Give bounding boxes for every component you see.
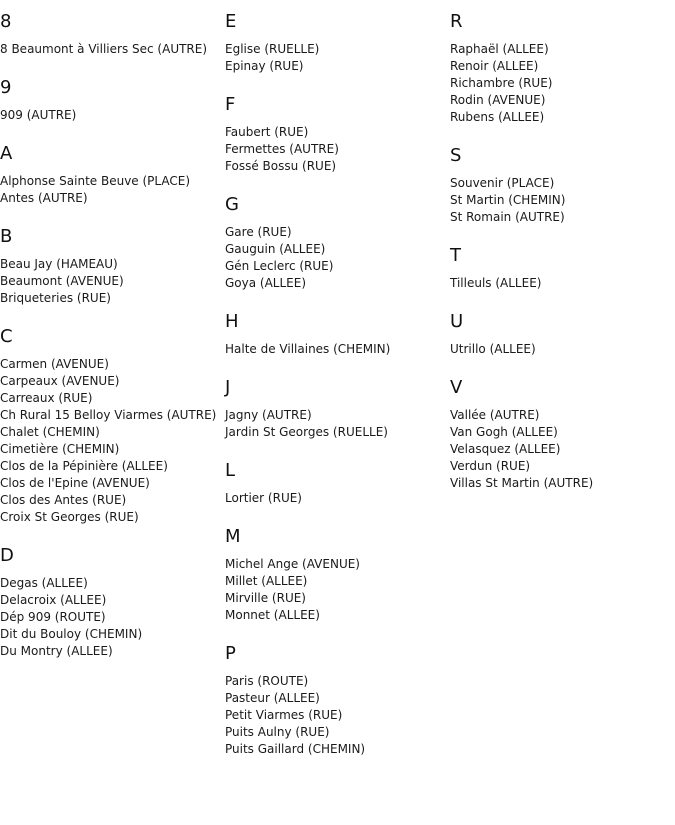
street-link[interactable]: Paris (ROUTE) [225,674,309,688]
street-list-item [0,458,225,475]
letter-heading: V [450,377,463,398]
letter-group [0,545,225,660]
street-list [225,41,450,75]
letter-group [225,11,450,75]
street-list [0,575,225,660]
street-list-item [0,592,225,609]
street-list-item [450,424,675,441]
street-list-item [225,141,450,158]
street-list-item [225,224,450,241]
street-list-item [0,356,225,373]
street-link[interactable]: Dit du Bouloy (CHEMIN) [0,627,143,641]
street-list-item [225,41,450,58]
street-link[interactable]: Verdun (RUE) [450,459,531,473]
street-link[interactable]: Gauguin (ALLEE) [225,242,326,256]
street-list [0,256,225,307]
street-link[interactable]: Velasquez (ALLEE) [450,442,561,456]
street-list-item [225,124,450,141]
street-link[interactable]: Renoir (ALLEE) [450,59,539,73]
street-list [0,356,225,526]
letter-heading: P [225,643,236,664]
letter-heading: R [450,11,463,32]
street-link[interactable]: Michel Ange (AVENUE) [225,557,360,571]
street-link[interactable]: Beau Jay (HAMEAU) [0,257,118,271]
letter-heading: U [450,311,464,332]
street-list-item [450,275,675,292]
street-list-item [450,341,675,358]
letter-heading: G [225,194,239,215]
street-link[interactable]: Rodin (AVENUE) [450,93,546,107]
street-link[interactable]: Briqueteries (RUE) [0,291,111,305]
street-list-item [225,407,450,424]
street-link[interactable]: Puits Gaillard (CHEMIN) [225,742,366,756]
street-list [0,41,225,58]
street-list-item [0,575,225,592]
letter-heading: E [225,11,237,32]
street-list-item [450,75,675,92]
street-list [225,224,450,292]
street-link[interactable]: St Romain (AUTRE) [450,210,565,224]
street-list-item [450,192,675,209]
street-link[interactable]: Raphaël (ALLEE) [450,42,549,56]
street-link[interactable]: Faubert (RUE) [225,125,309,139]
street-list-item [225,424,450,441]
letter-heading: S [450,145,462,166]
street-list-item [0,509,225,526]
street-link[interactable]: Pasteur (ALLEE) [225,691,320,705]
street-list-item [225,690,450,707]
street-index-column-1 [0,11,225,679]
letter-heading: 8 [0,11,12,32]
street-link[interactable]: Antes (AUTRE) [0,191,88,205]
street-link[interactable]: Mirville (RUE) [225,591,306,605]
street-list-item [450,175,675,192]
street-link[interactable]: Cimetière (CHEMIN) [0,442,120,456]
street-link[interactable]: Lortier (RUE) [225,491,302,505]
street-list-item [225,341,450,358]
street-list-item [450,458,675,475]
letter-group [225,526,450,624]
street-list-item [0,256,225,273]
street-list [225,556,450,624]
street-list-item [225,258,450,275]
letter-heading: D [0,545,14,566]
letter-heading: C [0,326,13,347]
street-link[interactable]: Chalet (CHEMIN) [0,425,100,439]
street-link[interactable]: Dép 909 (ROUTE) [0,610,106,624]
letter-group [225,311,450,358]
street-link[interactable]: Petit Viarmes (RUE) [225,708,343,722]
letter-heading: T [450,245,461,266]
street-link[interactable]: Du Montry (ALLEE) [0,644,113,658]
street-list-item [450,407,675,424]
letter-heading: B [0,226,13,247]
street-list-item [0,290,225,307]
street-link[interactable]: Epinay (RUE) [225,59,304,73]
letter-group [225,194,450,292]
street-link[interactable]: St Martin (CHEMIN) [450,193,566,207]
letter-group [225,377,450,441]
street-list-item [450,41,675,58]
street-link[interactable]: Ch Rural 15 Belloy Viarmes (AUTRE) [0,408,217,422]
street-list-item [0,107,225,124]
street-link[interactable]: Utrillo (ALLEE) [450,342,536,356]
street-list-item [225,158,450,175]
letter-group [450,377,675,492]
street-link[interactable]: Croix St Georges (RUE) [0,510,139,524]
street-link[interactable]: Fossé Bossu (RUE) [225,159,337,173]
street-link[interactable]: Vallée (AUTRE) [450,408,540,422]
street-list-item [225,590,450,607]
street-link[interactable]: Beaumont (AVENUE) [0,274,124,288]
street-list-item [225,275,450,292]
street-link[interactable]: Fermettes (AUTRE) [225,142,339,156]
street-list-item [225,673,450,690]
letter-heading: H [225,311,239,332]
street-list [450,341,675,358]
street-list [225,673,450,758]
street-link[interactable]: Richambre (RUE) [450,76,553,90]
street-link[interactable]: Gare (RUE) [225,225,292,239]
street-list-item [450,92,675,109]
street-link[interactable]: Souvenir (PLACE) [450,176,555,190]
street-link[interactable]: Monnet (ALLEE) [225,608,320,622]
street-link[interactable]: Delacroix (ALLEE) [0,593,107,607]
street-list-item [0,492,225,509]
street-list-item [450,209,675,226]
street-list [225,341,450,358]
street-list [450,41,675,126]
street-link[interactable]: Alphonse Sainte Beuve (PLACE) [0,174,191,188]
street-list-item [0,373,225,390]
letter-heading: F [225,94,236,115]
letter-group [0,326,225,526]
letter-group [450,245,675,292]
street-link[interactable]: Halte de Villaines (CHEMIN) [225,342,391,356]
street-link[interactable]: Carpeaux (AVENUE) [0,374,120,388]
street-list [225,407,450,441]
letter-group [450,11,675,126]
street-link[interactable]: Gén Leclerc (RUE) [225,259,334,273]
street-link[interactable]: Jardin St Georges (RUELLE) [225,425,388,439]
letter-group [450,145,675,226]
street-link[interactable]: Clos de l'Epine (AVENUE) [0,476,150,490]
street-link[interactable]: Carreaux (RUE) [0,391,93,405]
street-link[interactable]: Carmen (AVENUE) [0,357,109,371]
street-index-column-3 [450,11,675,511]
street-link[interactable]: Rubens (ALLEE) [450,110,545,124]
street-list-item [225,490,450,507]
letter-group [225,643,450,758]
street-link[interactable]: Goya (ALLEE) [225,276,307,290]
street-list-item [0,424,225,441]
street-list [225,490,450,507]
letter-group [225,460,450,507]
street-list-item [0,441,225,458]
letter-group [0,11,225,58]
letter-heading: M [225,526,241,547]
street-list-item [450,441,675,458]
street-list-item [225,741,450,758]
street-link[interactable]: Tilleuls (ALLEE) [450,276,542,290]
street-list-item [225,707,450,724]
street-link[interactable]: Millet (ALLEE) [225,574,308,588]
street-list-item [225,724,450,741]
street-list-item [0,41,225,58]
street-link[interactable]: Eglise (RUELLE) [225,42,320,56]
street-list-item [225,556,450,573]
letter-heading: J [225,377,231,398]
street-list [225,124,450,175]
street-list-item [225,573,450,590]
street-list-item [225,607,450,624]
street-list-item [225,58,450,75]
letter-group [0,226,225,307]
street-list-item [450,58,675,75]
street-index-column-2 [225,11,450,777]
street-link[interactable]: Van Gogh (ALLEE) [450,425,558,439]
street-list [450,175,675,226]
letter-group [0,77,225,124]
street-link[interactable]: Puits Aulny (RUE) [225,725,330,739]
street-list-item [0,190,225,207]
street-list [450,407,675,492]
street-list-item [0,609,225,626]
street-link[interactable]: 8 Beaumont à Villiers Sec (AUTRE) [0,42,208,56]
street-list-item [450,475,675,492]
letter-group [450,311,675,358]
letter-heading: 9 [0,77,12,98]
street-list [450,275,675,292]
street-list [0,173,225,207]
letter-group [225,94,450,175]
street-link[interactable]: Clos de la Pépinière (ALLEE) [0,459,168,473]
street-list-item [0,390,225,407]
street-list-item [0,273,225,290]
street-list-item [450,109,675,126]
street-link[interactable]: Clos des Antes (RUE) [0,493,127,507]
street-list-item [0,626,225,643]
street-list-item [0,643,225,660]
street-list [0,107,225,124]
letter-heading: L [225,460,236,481]
letter-heading: A [0,143,13,164]
street-list-item [0,407,225,424]
letter-group [0,143,225,207]
street-link[interactable]: Jagny (AUTRE) [225,408,312,422]
street-link[interactable]: 909 (AUTRE) [0,108,77,122]
street-link[interactable]: Degas (ALLEE) [0,576,88,590]
street-list-item [225,241,450,258]
street-list-item [0,173,225,190]
street-list-item [0,475,225,492]
street-link[interactable]: Villas St Martin (AUTRE) [450,476,594,490]
